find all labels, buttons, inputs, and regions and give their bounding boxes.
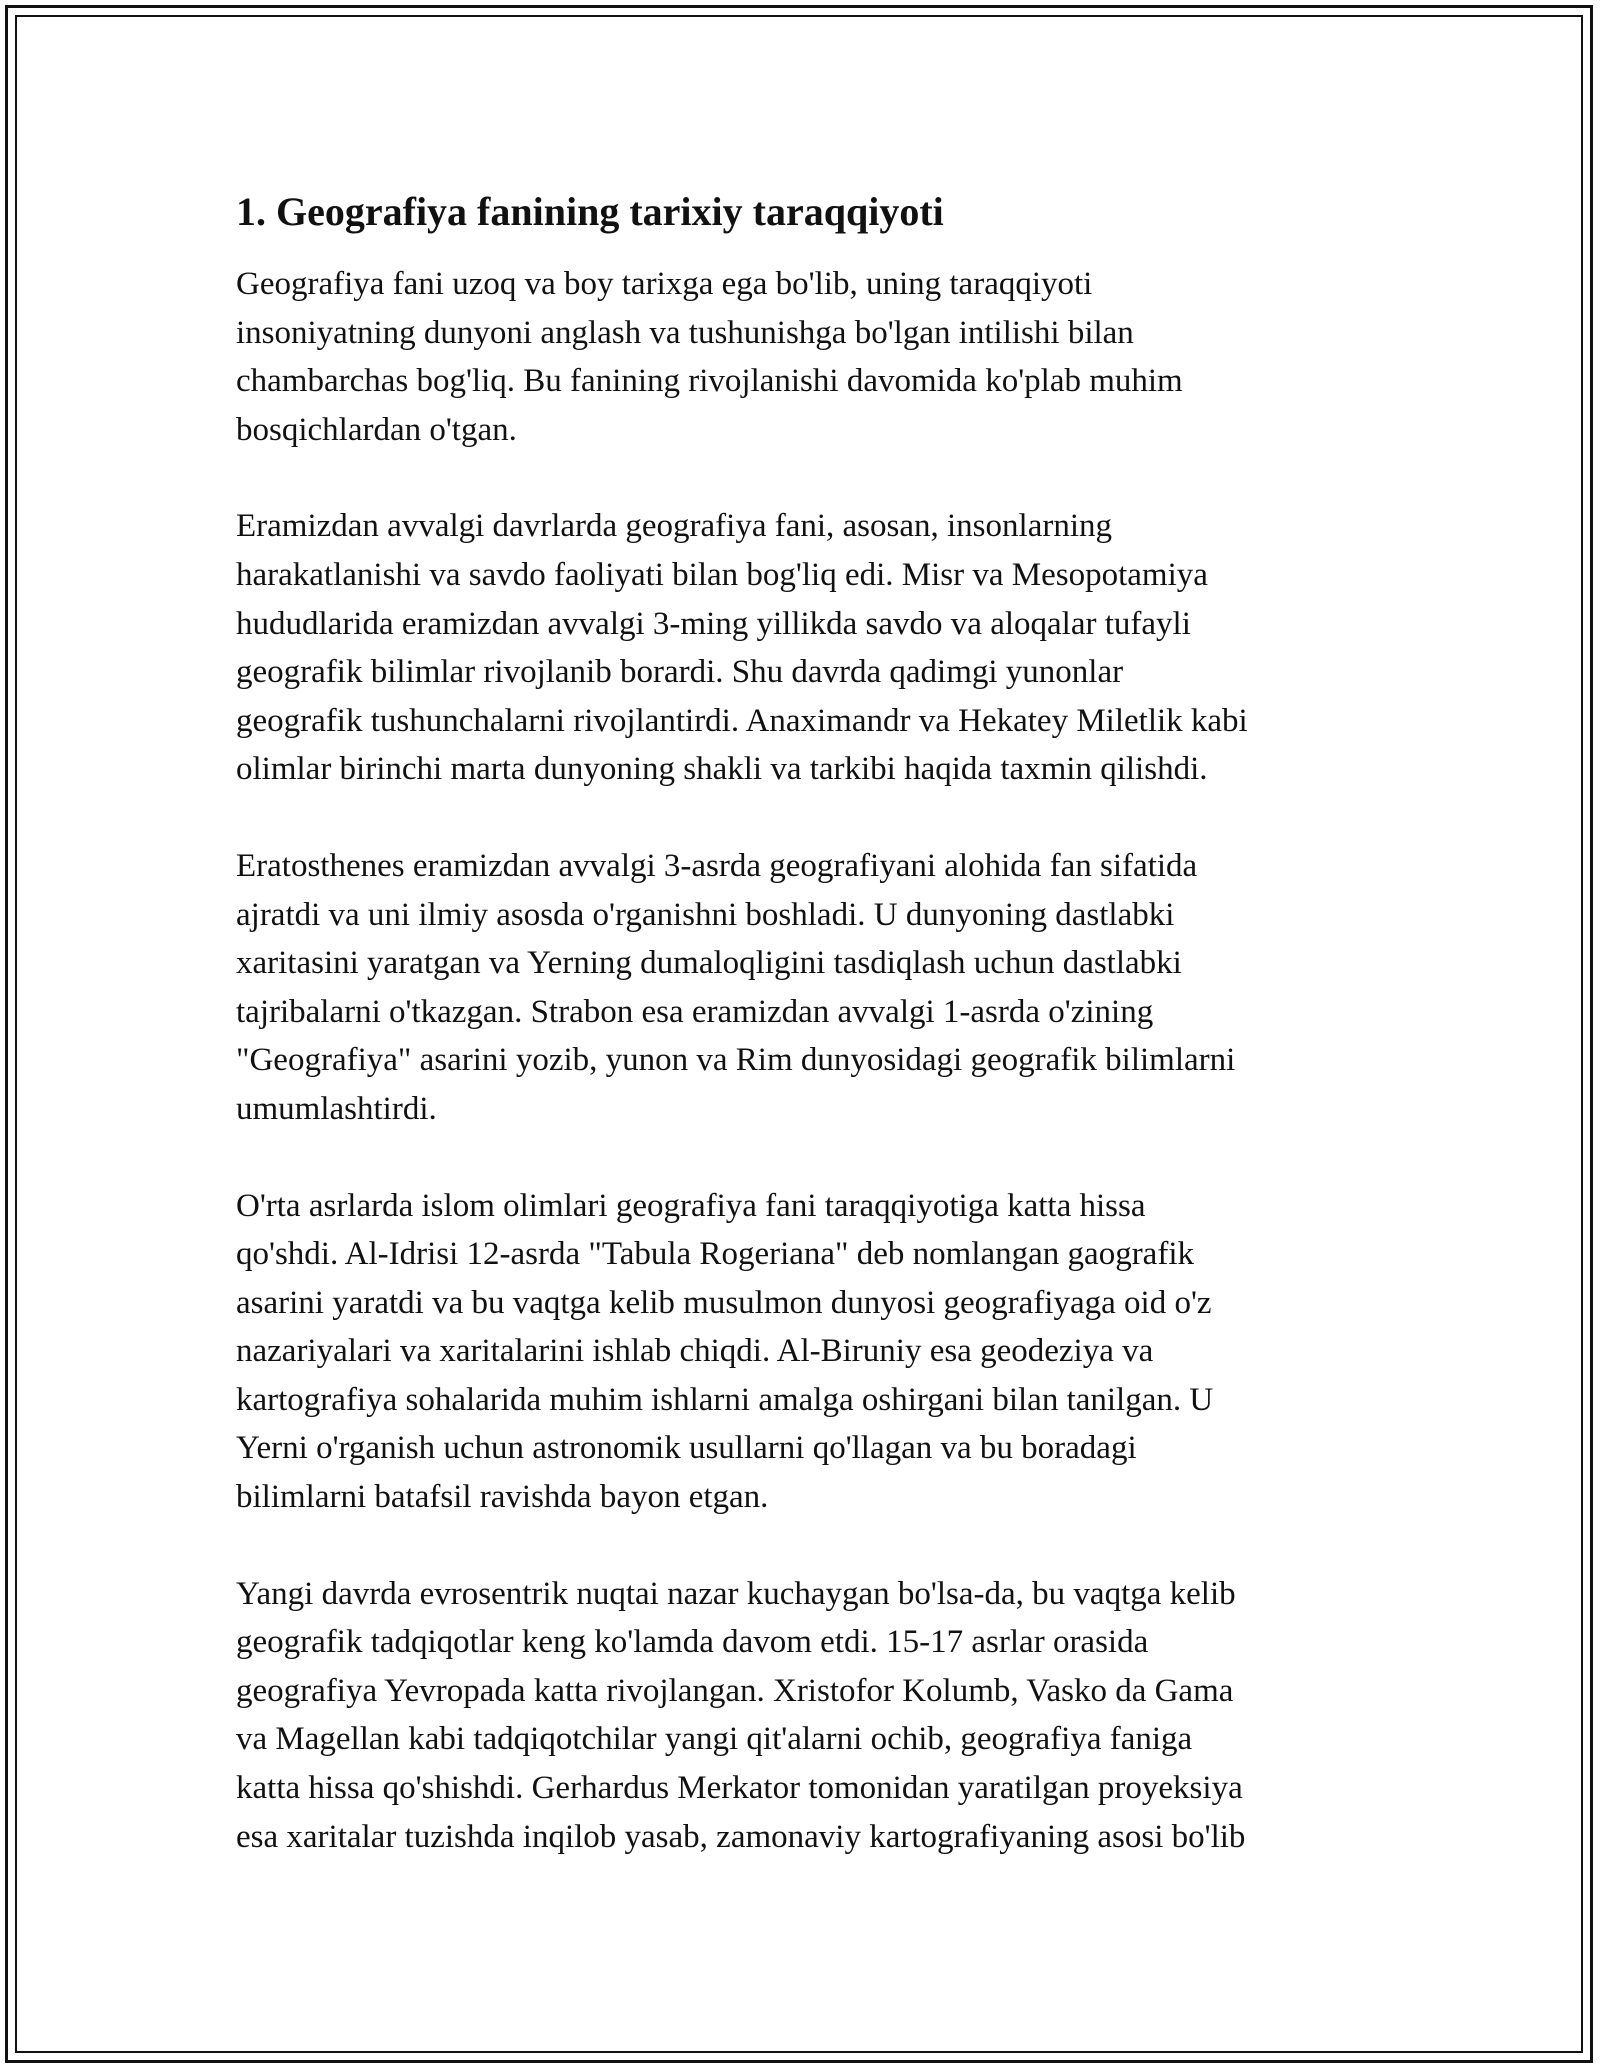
text-line: chambarchas bog'liq. Bu fanining rivojlanishi davomida ko'plab muhim xyxy=(236,363,1183,400)
text-line: qo'shdi. Al-Idrisi 12-asrda "Tabula Rogeriana" deb nomlangan gaografik xyxy=(236,1236,1194,1273)
text-line: kartografiya sohalarida muhim ishlarni amalga oshirgani bilan tanilgan. U xyxy=(236,1381,1214,1418)
text-line: bosqichlardan o'tgan. xyxy=(236,411,517,448)
text-line: asarini yaratdi va bu vaqtga kelib musulmon dunyosi geografiyaga oid o'z xyxy=(236,1284,1212,1321)
text-line: Yangi davrda evrosentrik nuqtai nazar kuchaygan bo'lsa-da, bu vaqtga kelib xyxy=(236,1575,1236,1612)
text-line: geografik tushunchalarni rivojlantirdi. Anaximandr va Hekatey Miletlik kabi xyxy=(236,702,1248,739)
text-line: Eratosthenes eramizdan avvalgi 3-asrda geografiyani alohida fan sifatida xyxy=(236,847,1198,884)
text-line: Geografiya fani uzoq va boy tarixga ega bo'lib, uning taraqqiyoti xyxy=(236,266,1093,302)
paragraph-5 xyxy=(236,1570,1376,1862)
text-line: xaritasini yaratgan va Yerning dumaloqligini tasdiqlash uchun dastlabki xyxy=(236,945,1182,982)
paragraph-1 xyxy=(236,260,1376,454)
text-line: geografik bilimlar rivojlanib borardi. Shu davrda qadimgi yunonlar xyxy=(236,654,1124,691)
text-line: bilimlarni batafsil ravishda bayon etgan. xyxy=(236,1479,769,1516)
text-line: geografiya Yevropada katta rivojlangan. Xristofor Kolumb, Vasko da Gama xyxy=(236,1672,1234,1709)
paragraph-2 xyxy=(236,502,1376,794)
text-line: harakatlanishi va savdo faoliyati bilan bog'liq edi. Misr va Mesopotamiya xyxy=(236,556,1208,593)
text-line: Yerni o'rganish uchun astronomik usullarni qo'llagan va bu boradagi xyxy=(236,1430,1137,1467)
paragraph-3 xyxy=(236,842,1376,1134)
text-line: "Geografiya" asarini yozib, yunon va Rim dunyosidagi geografik bilimlarni xyxy=(236,1042,1236,1079)
text-line: O'rta asrlarda islom olimlari geografiya fani taraqqiyotiga katta hissa xyxy=(236,1187,1146,1224)
text-line: olimlar birinchi marta dunyoning shakli va tarkibi haqida taxmin qilishdi. xyxy=(236,751,1208,788)
document-body xyxy=(236,186,1376,1909)
text-line: Eramizdan avvalgi davrlarda geografiya fani, asosan, insonlarning xyxy=(236,508,1112,545)
text-line: va Magellan kabi tadqiqotchilar yangi qit'alarni ochib, geografiya faniga xyxy=(236,1721,1193,1758)
text-line: ajratdi va uni ilmiy asosda o'rganishni boshladi. U dunyoning dastlabki xyxy=(236,896,1175,933)
section-title: 1. Geografiya fanining tarixiy taraqqiyoti xyxy=(236,189,944,234)
text-line: esa xaritalar tuzishda inqilob yasab, zamonaviy kartografiyaning asosi bo'lib xyxy=(236,1818,1246,1855)
text-line: geografik tadqiqotlar keng ko'lamda davom etdi. 15-17 asrlar orasida xyxy=(236,1624,1149,1661)
text-line: insoniyatning dunyoni anglash va tushunishga bo'lgan intilishi bilan xyxy=(236,314,1134,351)
text-line: nazariyalari va xaritalarini ishlab chiqdi. Al-Biruniy esa geodeziya va xyxy=(236,1333,1154,1370)
paragraph-4 xyxy=(236,1182,1376,1522)
text-line: umumlashtirdi. xyxy=(236,1090,437,1127)
text-line: tajribalarni o'tkazgan. Strabon esa eramizdan avvalgi 1-asrda o'zining xyxy=(236,993,1154,1030)
text-line: katta hissa qo'shishdi. Gerhardus Merkator tomonidan yaratilgan proyeksiya xyxy=(236,1770,1243,1807)
text-line: hududlarida eramizdan avvalgi 3-ming yillikda savdo va aloqalar tufayli xyxy=(236,605,1191,642)
